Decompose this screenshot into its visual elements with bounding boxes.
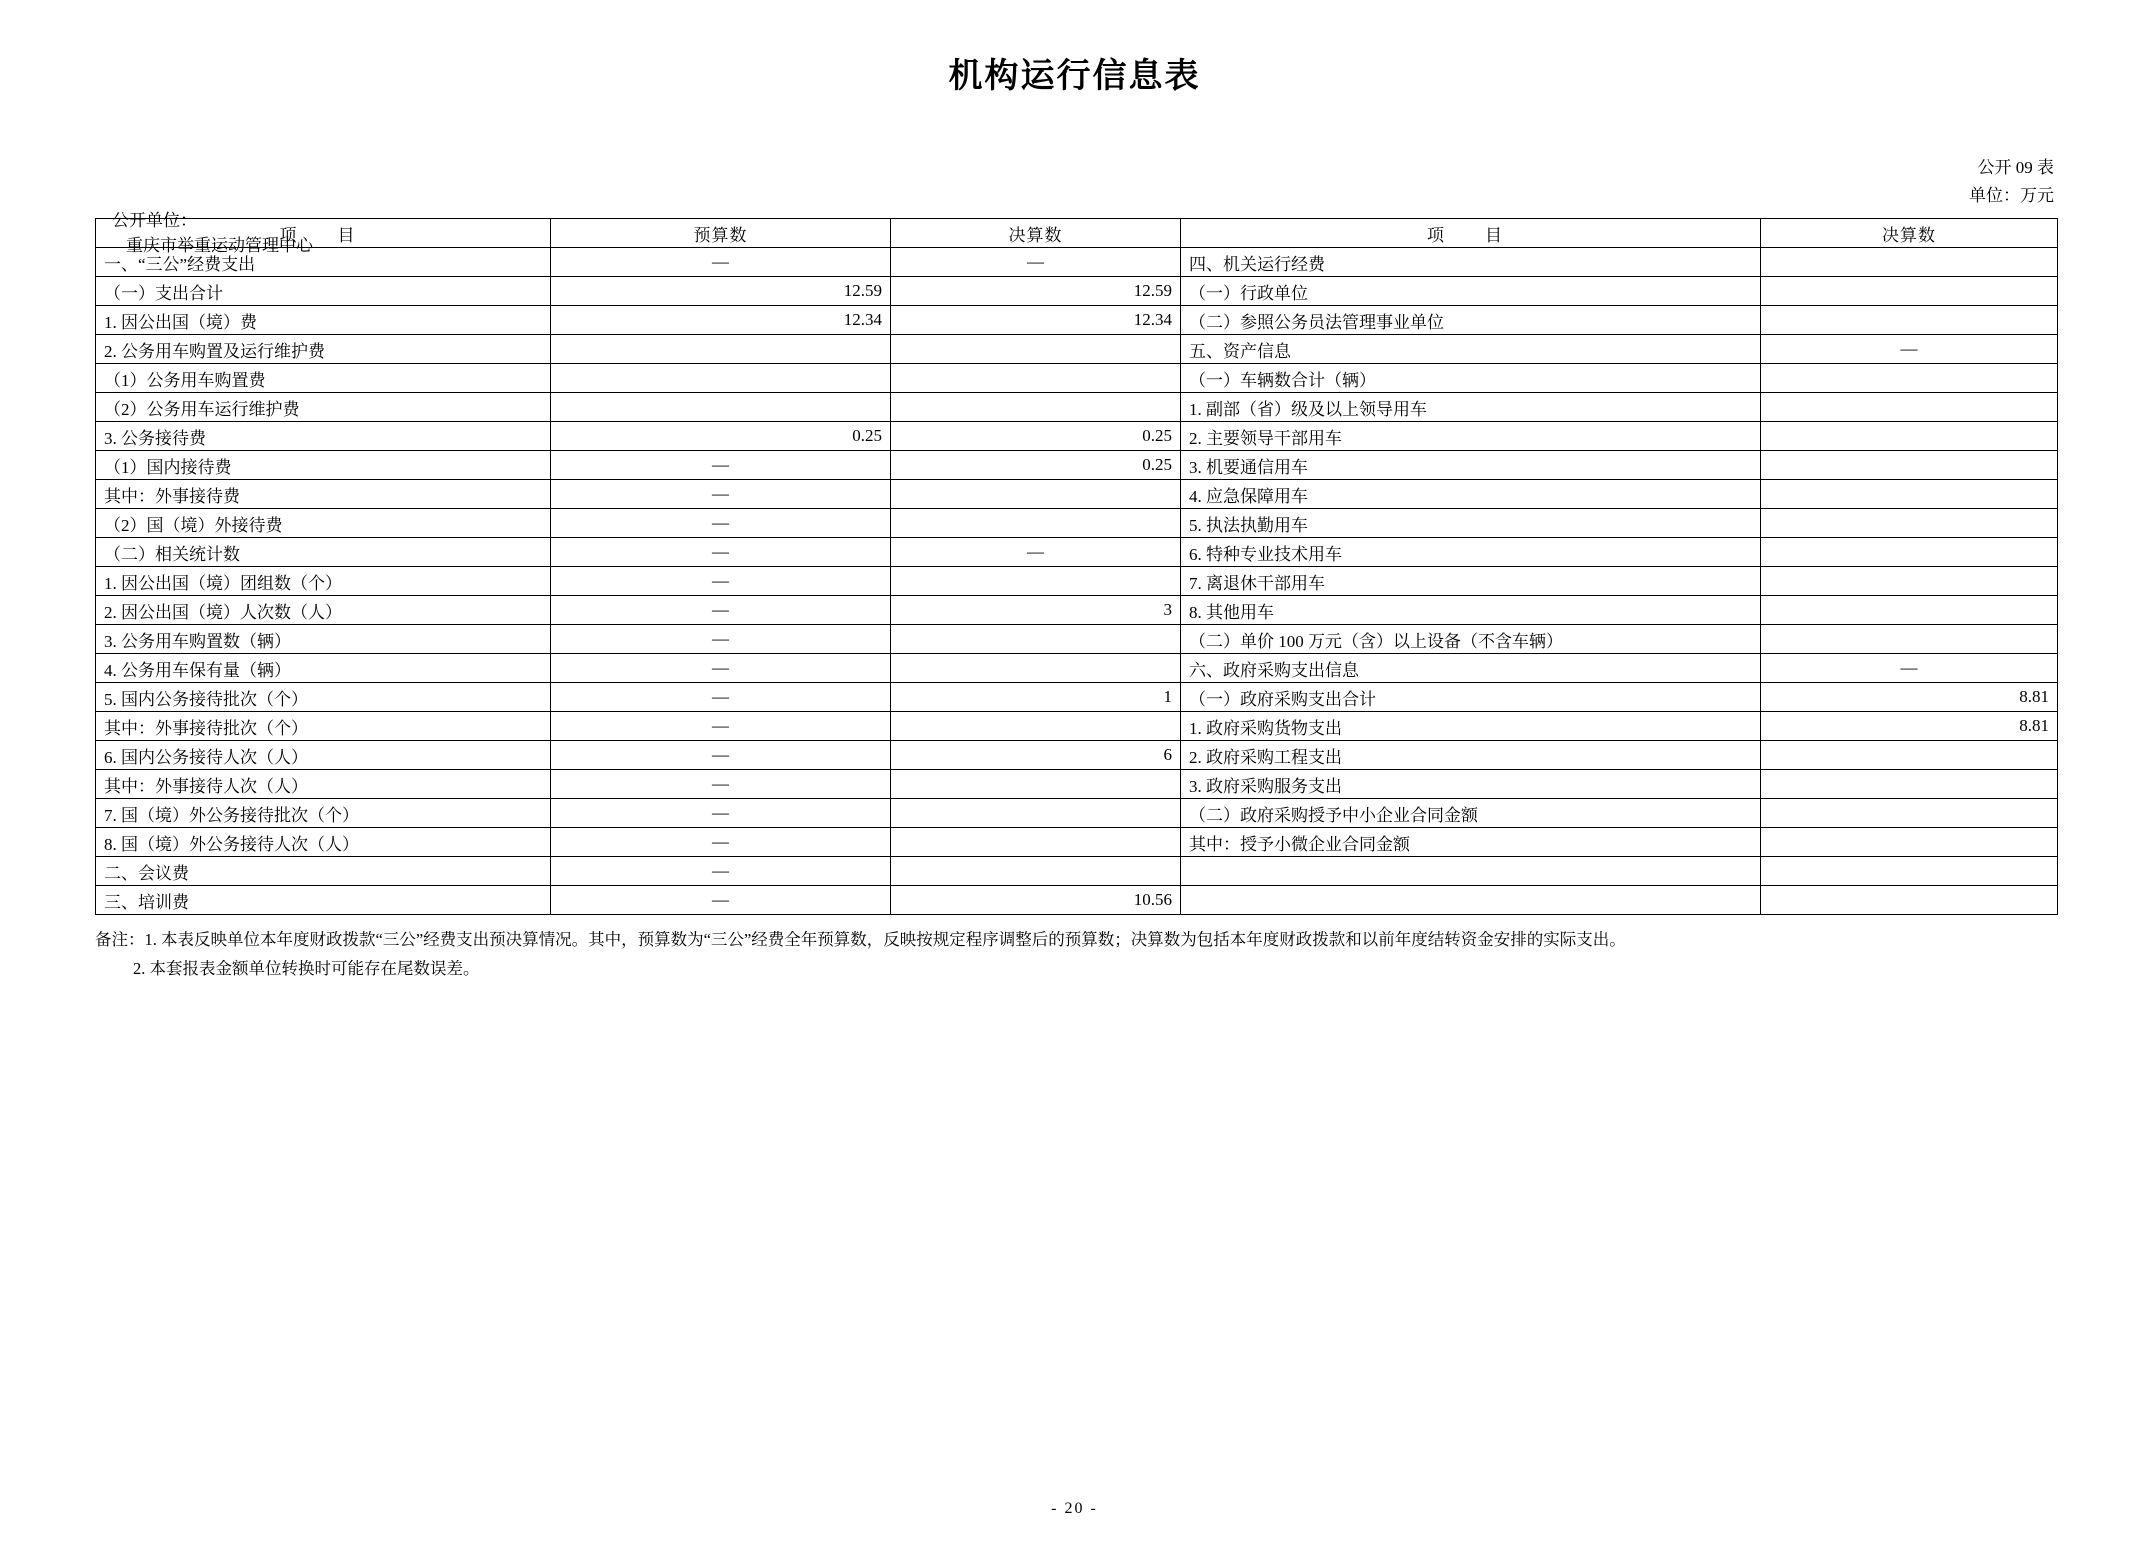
- row-final-value: 6: [891, 741, 1181, 770]
- table-body: [96, 248, 2058, 915]
- row-budget-value: [551, 335, 891, 364]
- row-budget-value: —: [551, 248, 891, 277]
- row-final-value: [891, 393, 1181, 422]
- row-budget-value: —: [551, 741, 891, 770]
- row-final-value: 10.56: [891, 886, 1181, 915]
- row-budget-value: —: [551, 509, 891, 538]
- row-label-left: 1. 因公出国（境）团组数（个）: [96, 567, 551, 596]
- row-label-right: 1. 副部（省）级及以上领导用车: [1181, 393, 1761, 422]
- note-line-2: 2. 本套报表金额单位转换时可能存在尾数误差。: [133, 958, 480, 978]
- table-row: [96, 509, 2058, 538]
- row-right-final-value: [1761, 770, 2058, 799]
- row-budget-value: —: [551, 683, 891, 712]
- col-header-right-item: 项 目: [1181, 219, 1761, 248]
- row-right-final-value: [1761, 277, 2058, 306]
- row-label-left: 6. 国内公务接待人次（人）: [96, 741, 551, 770]
- table-row: [96, 306, 2058, 335]
- row-budget-value: 0.25: [551, 422, 891, 451]
- row-label-right: 六、政府采购支出信息: [1181, 654, 1761, 683]
- row-label-left: （1）国内接待费: [96, 451, 551, 480]
- table-row: [96, 422, 2058, 451]
- row-right-final-value: [1761, 480, 2058, 509]
- row-label-right: 4. 应急保障用车: [1181, 480, 1761, 509]
- row-budget-value: —: [551, 712, 891, 741]
- row-label-left: 三、培训费: [96, 886, 551, 915]
- row-final-value: [891, 828, 1181, 857]
- row-final-value: [891, 654, 1181, 683]
- row-label-left: 2. 因公出国（境）人次数（人）: [96, 596, 551, 625]
- row-label-right: （二）政府采购授予中小企业合同金额: [1181, 799, 1761, 828]
- row-final-value: [891, 857, 1181, 886]
- row-budget-value: —: [551, 625, 891, 654]
- table-row: [96, 625, 2058, 654]
- table-row: [96, 480, 2058, 509]
- row-budget-value: [551, 364, 891, 393]
- row-label-right: （一）车辆数合计（辆）: [1181, 364, 1761, 393]
- row-label-left: （2）公务用车运行维护费: [96, 393, 551, 422]
- table-row: [96, 567, 2058, 596]
- form-code: 公开 09 表: [1977, 158, 2054, 177]
- row-right-final-value: [1761, 364, 2058, 393]
- row-label-left: 二、会议费: [96, 857, 551, 886]
- note-line-1: 备注：1. 本表反映单位本年度财政拨款“三公”经费支出预决算情况。其中，预算数为“三公”经费全年预算数，反映按规定程序调整后的预算数；决算数为包括本年度财政拨款和以前年度结转资金安排的实际支出。: [95, 930, 1626, 949]
- table-row: [96, 712, 2058, 741]
- row-label-right: 8. 其他用车: [1181, 596, 1761, 625]
- row-budget-value: —: [551, 480, 891, 509]
- row-right-final-value: [1761, 538, 2058, 567]
- row-right-final-value: [1761, 741, 2058, 770]
- table-row: [96, 277, 2058, 306]
- row-final-value: [891, 799, 1181, 828]
- col-header-left-item: 项 目: [96, 219, 551, 248]
- row-label-left: 4. 公务用车保有量（辆）: [96, 654, 551, 683]
- row-right-final-value: [1761, 451, 2058, 480]
- row-label-right: 6. 特种专业技术用车: [1181, 538, 1761, 567]
- col-header-right-final: 决算数: [1761, 219, 2058, 248]
- row-label-left: 3. 公务用车购置数（辆）: [96, 625, 551, 654]
- row-final-value: [891, 567, 1181, 596]
- row-label-left: 其中：外事接待费: [96, 480, 551, 509]
- row-final-value: [891, 480, 1181, 509]
- row-label-right: （二）单价 100 万元（含）以上设备（不含车辆）: [1181, 625, 1761, 654]
- row-label-right: 1. 政府采购货物支出: [1181, 712, 1761, 741]
- row-final-value: [891, 712, 1181, 741]
- row-label-right: （二）参照公务员法管理事业单位: [1181, 306, 1761, 335]
- row-label-left: （一）支出合计: [96, 277, 551, 306]
- row-final-value: [891, 625, 1181, 654]
- row-label-left: 其中：外事接待批次（个）: [96, 712, 551, 741]
- row-right-final-value: [1761, 509, 2058, 538]
- row-budget-value: —: [551, 567, 891, 596]
- document-page: [0, 48, 2149, 1568]
- row-label-right: （一）行政单位: [1181, 277, 1761, 306]
- row-final-value: 0.25: [891, 422, 1181, 451]
- row-right-final-value: 8.81: [1761, 683, 2058, 712]
- page-title: 机构运行信息表: [948, 57, 1201, 95]
- row-label-right: 3. 机要通信用车: [1181, 451, 1761, 480]
- row-budget-value: —: [551, 770, 891, 799]
- row-right-final-value: —: [1761, 654, 2058, 683]
- row-label-right: 2. 主要领导干部用车: [1181, 422, 1761, 451]
- table-row: [96, 393, 2058, 422]
- row-budget-value: —: [551, 538, 891, 567]
- row-right-final-value: [1761, 799, 2058, 828]
- row-label-right: （一）政府采购支出合计: [1181, 683, 1761, 712]
- row-budget-value: —: [551, 799, 891, 828]
- table-row: [96, 770, 2058, 799]
- table-row: [96, 828, 2058, 857]
- row-right-final-value: [1761, 857, 2058, 886]
- row-right-final-value: [1761, 393, 2058, 422]
- row-label-left: 7. 国（境）外公务接待批次（个）: [96, 799, 551, 828]
- row-label-right: 3. 政府采购服务支出: [1181, 770, 1761, 799]
- table-row: [96, 364, 2058, 393]
- row-final-value: [891, 364, 1181, 393]
- amount-unit-note: 单位：万元: [1969, 186, 2054, 206]
- row-final-value: 12.59: [891, 277, 1181, 306]
- row-budget-value: —: [551, 828, 891, 857]
- table-header-row: [96, 219, 2058, 248]
- row-right-final-value: [1761, 248, 2058, 277]
- row-final-value: [891, 770, 1181, 799]
- row-final-value: 0.25: [891, 451, 1181, 480]
- row-budget-value: —: [551, 654, 891, 683]
- row-label-right: 5. 执法执勤用车: [1181, 509, 1761, 538]
- row-budget-value: —: [551, 596, 891, 625]
- row-label-right: 7. 离退休干部用车: [1181, 567, 1761, 596]
- form-meta: [1969, 154, 2054, 210]
- table-row: [96, 741, 2058, 770]
- row-final-value: 1: [891, 683, 1181, 712]
- table-row: [96, 248, 2058, 277]
- table-row: [96, 799, 2058, 828]
- row-right-final-value: [1761, 306, 2058, 335]
- row-label-right: 五、资产信息: [1181, 335, 1761, 364]
- row-final-value: 3: [891, 596, 1181, 625]
- row-label-left: 3. 公务接待费: [96, 422, 551, 451]
- row-final-value: —: [891, 538, 1181, 567]
- row-budget-value: [551, 393, 891, 422]
- table-row: [96, 451, 2058, 480]
- table-row: [96, 654, 2058, 683]
- row-budget-value: —: [551, 451, 891, 480]
- row-label-left: 其中：外事接待人次（人）: [96, 770, 551, 799]
- row-final-value: 12.34: [891, 306, 1181, 335]
- table-notes: [95, 926, 2070, 984]
- table-row: [96, 596, 2058, 625]
- row-label-left: 2. 公务用车购置及运行维护费: [96, 335, 551, 364]
- row-final-value: [891, 335, 1181, 364]
- institution-operation-table-wrap: [95, 218, 2057, 915]
- row-label-left: （1）公务用车购置费: [96, 364, 551, 393]
- col-header-budget: 预算数: [551, 219, 891, 248]
- row-right-final-value: [1761, 828, 2058, 857]
- row-final-value: [891, 509, 1181, 538]
- row-right-final-value: —: [1761, 335, 2058, 364]
- row-budget-value: —: [551, 857, 891, 886]
- row-label-right: 2. 政府采购工程支出: [1181, 741, 1761, 770]
- row-label-left: （二）相关统计数: [96, 538, 551, 567]
- row-label-left: 一、“三公”经费支出: [96, 248, 551, 277]
- row-label-left: 1. 因公出国（境）费: [96, 306, 551, 335]
- institution-operation-table: [95, 218, 2058, 915]
- publisher-label: 公开单位：: [112, 211, 197, 230]
- table-row: [96, 335, 2058, 364]
- row-budget-value: —: [551, 886, 891, 915]
- table-row: [96, 538, 2058, 567]
- col-header-final: 决算数: [891, 219, 1181, 248]
- row-final-value: —: [891, 248, 1181, 277]
- row-right-final-value: [1761, 596, 2058, 625]
- row-label-left: 5. 国内公务接待批次（个）: [96, 683, 551, 712]
- row-label-right: [1181, 886, 1761, 915]
- table-row: [96, 857, 2058, 886]
- page-number: - 20 -: [1051, 1500, 1098, 1517]
- table-row: [96, 886, 2058, 915]
- row-right-final-value: [1761, 567, 2058, 596]
- row-label-right: 其中：授予小微企业合同金额: [1181, 828, 1761, 857]
- row-right-final-value: [1761, 886, 2058, 915]
- row-label-right: 四、机关运行经费: [1181, 248, 1761, 277]
- row-label-left: 8. 国（境）外公务接待人次（人）: [96, 828, 551, 857]
- row-right-final-value: [1761, 625, 2058, 654]
- row-label-right: [1181, 857, 1761, 886]
- row-budget-value: 12.59: [551, 277, 891, 306]
- row-budget-value: 12.34: [551, 306, 891, 335]
- row-right-final-value: [1761, 422, 2058, 451]
- row-right-final-value: 8.81: [1761, 712, 2058, 741]
- table-row: [96, 683, 2058, 712]
- publisher-name: 重庆市举重运动管理中心: [126, 236, 313, 255]
- row-label-left: （2）国（境）外接待费: [96, 509, 551, 538]
